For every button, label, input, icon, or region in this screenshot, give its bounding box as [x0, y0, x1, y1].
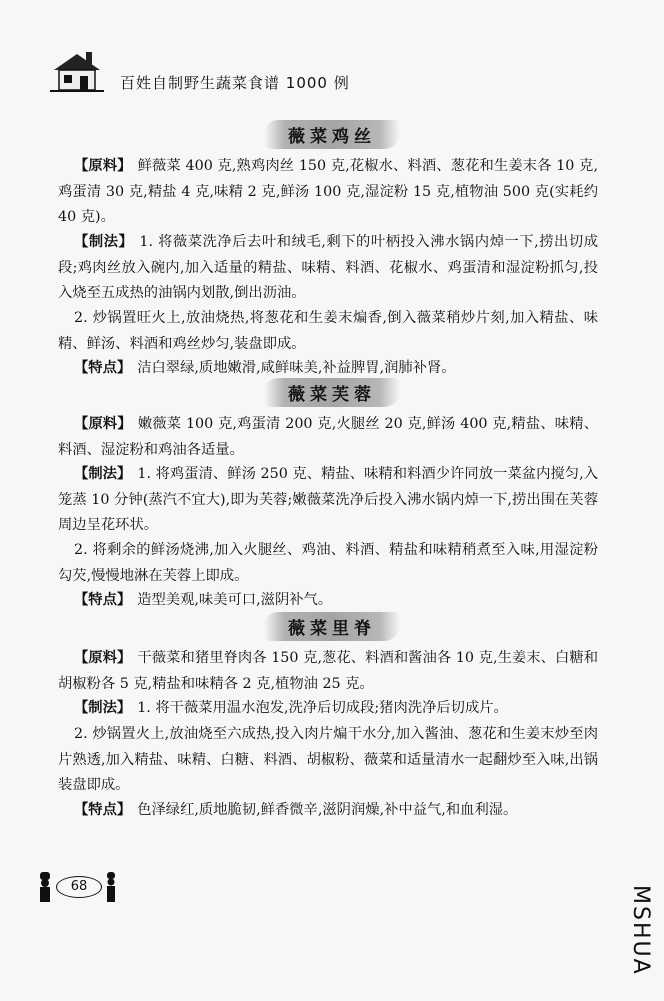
- method-paragraph: 【制法】 1. 将鸡蛋清、鲜汤 250 克、精盐、味精和料酒少许同放一菜盆内搅匀,入笼蒸 10 分钟(蒸汽不宜大),即为芙蓉;嫩薇菜洗净后投入沸水锅内焯一下,捞出围在芙蓉周边呈花环状。: [58, 466, 599, 533]
- ingredients-paragraph: 【原料】 干薇菜和猪里脊肉各 150 克,葱花、料酒和酱油各 10 克,生姜末、白糖和胡椒粉各 5 克,精盐和味精各 2 克,植物油 25 克。: [58, 650, 599, 692]
- page-footer: [36, 870, 116, 904]
- recipe-title: 薇菜里脊: [0, 612, 664, 641]
- feature-paragraph: 【特点】 色泽绿红,质地脆韧,鲜香微辛,滋阴润燥,补中益气,和血利湿。: [74, 802, 518, 818]
- feature-paragraph: 【特点】 洁白翠绿,质地嫩滑,咸鲜味美,补益脾胃,润肺补肾。: [74, 360, 456, 376]
- ingredients-paragraph: 【原料】 鲜薇菜 400 克,熟鸡肉丝 150 克,花椒水、料酒、葱花和生姜末各 10 克,鸡蛋清 30 克,精盐 4 克,味精 2 克,鲜汤 100 克,湿淀粉 15 克,植物油 500 克(实耗约 40 克)。: [58, 158, 599, 225]
- feature-paragraph: 【特点】 造型美观,味美可口,滋阴补气。: [74, 592, 333, 608]
- ingredients-paragraph: 【原料】 嫩薇菜 100 克,鸡蛋清 200 克,火腿丝 20 克,鲜汤 400 克,精盐、味精、料酒、湿淀粉和鸡油各适量。: [58, 416, 599, 458]
- house-icon: [50, 44, 104, 94]
- method-paragraph: 2. 炒锅置火上,放油烧至六成热,投入肉片煸干水分,加入酱油、葱花和生姜末炒至肉片熟透,加入精盐、味精、白糖、料酒、胡椒粉、薇菜和适量清水一起翻炒至入味,出锅装盘即成。: [58, 726, 598, 793]
- recipe-title: 薇菜鸡丝: [0, 120, 664, 149]
- method-paragraph: 2. 炒锅置旺火上,放油烧热,将葱花和生姜末煸香,倒入薇菜稍炒片刻,加入精盐、味精、鲜汤、料酒和鸡丝炒匀,装盘即成。: [58, 310, 598, 352]
- chef-figure-icon: [36, 870, 54, 904]
- watermark: MSHUA: [628, 885, 653, 976]
- method-paragraph: 【制法】 1. 将薇菜洗净后去叶和绒毛,剩下的叶柄投入沸水锅内焯一下,捞出切成段;鸡肉丝放入碗内,加入适量的精盐、味精、料酒、花椒水、鸡蛋清和湿淀粉抓匀,投入烧至五成热的油锅内划散,倒出沥油。: [58, 234, 598, 301]
- chef-figure-icon: [104, 870, 118, 904]
- method-paragraph: 【制法】 1. 将干薇菜用温水泡发,洗净后切成段;猪肉洗净后切成片。: [74, 700, 508, 716]
- recipe-title: 薇菜芙蓉: [0, 378, 664, 407]
- page-number: 68: [56, 876, 102, 898]
- running-header: [40, 44, 640, 104]
- method-paragraph: 2. 将剩余的鲜汤烧沸,加入火腿丝、鸡油、料酒、精盐和味精稍煮至入味,用湿淀粉勾芡,慢慢地淋在芙蓉上即成。: [58, 542, 598, 584]
- book-title: 百姓自制野生蔬菜食谱 1000 例: [120, 74, 350, 92]
